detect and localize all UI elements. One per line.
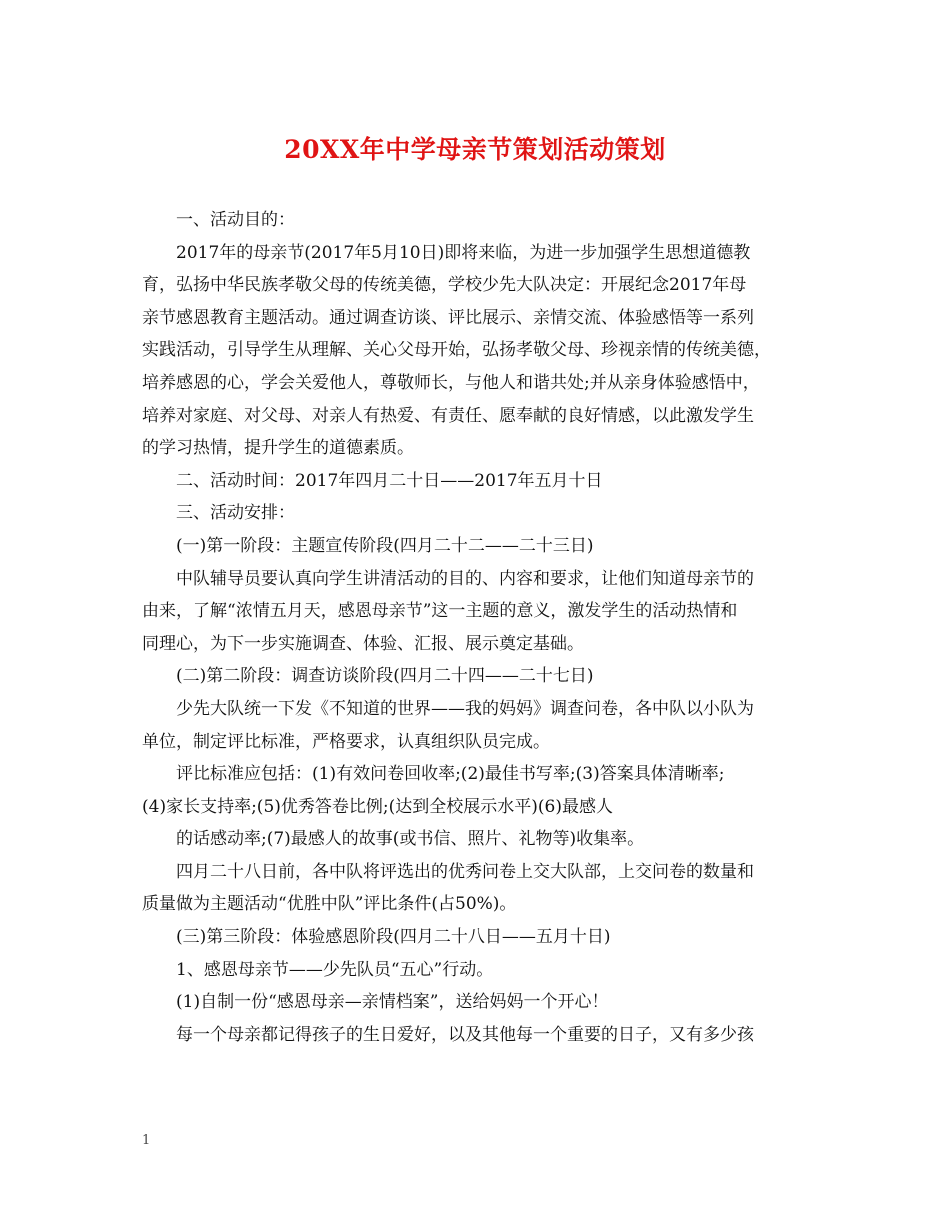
paragraph-line: 的话感动率;(7)最感人的故事(或书信、照片、礼物等)收集率。 xyxy=(176,829,645,850)
paragraph-line: 2017年的母亲节(2017年5月10日)即将来临，为进一步加强学生思想道德教 xyxy=(176,242,751,263)
stage-heading-3: (三)第三阶段：体验感恩阶段(四月二十八日——五月十日) xyxy=(176,927,611,948)
paragraph-line: 单位，制定评比标准，严格要求，认真组织队员完成。 xyxy=(142,731,550,752)
section-heading-arrangement: 三、活动安排： xyxy=(176,503,295,524)
paragraph-line: 质量做为主题活动“优胜中队”评比条件(占50%)。 xyxy=(142,894,517,915)
paragraph-line: 同理心，为下一步实施调查、体验、汇报、展示奠定基础。 xyxy=(142,633,584,654)
section-heading-time: 二、活动时间：2017年四月二十日——2017年五月十日 xyxy=(176,470,603,491)
document-body xyxy=(142,204,812,1051)
paragraph-line: 育，弘扬中华民族孝敬父母的传统美德，学校少先大队决定：开展纪念2017年母 xyxy=(142,275,747,296)
paragraph-line: 培养对家庭、对父母、对亲人有热爱、有责任、愿奉献的良好情感，以此激发学生 xyxy=(142,405,754,426)
stage-heading-1: (一)第一阶段：主题宣传阶段(四月二十二——二十三日) xyxy=(176,535,594,556)
stage-heading-2: (二)第二阶段：调查访谈阶段(四月二十四——二十七日) xyxy=(176,666,594,687)
page-number: 1 xyxy=(142,1133,151,1148)
paragraph-line: 1、感恩母亲节——少先队员“五心”行动。 xyxy=(176,959,494,980)
paragraph-line: 培养感恩的心，学会关爱他人，尊敬师长，与他人和谐共处;并从亲身体验感悟中， xyxy=(142,372,760,393)
paragraph-line: 评比标准应包括：(1)有效问卷回收率;(2)最佳书写率;(3)答案具体清晰率; xyxy=(176,764,725,785)
paragraph-line: (4)家长支持率;(5)优秀答卷比例;(达到全校展示水平)(6)最感人 xyxy=(142,796,613,817)
paragraph-line: 四月二十八日前，各中队将评选出的优秀问卷上交大队部，上交问卷的数量和 xyxy=(176,861,754,882)
paragraph-line: (1)自制一份“感恩母亲—亲情档案”，送给妈妈一个开心！ xyxy=(176,992,609,1013)
paragraph-line: 由来，了解“浓情五月天，感恩母亲节”这一主题的意义，激发学生的活动热情和 xyxy=(142,601,738,622)
paragraph-line: 每一个母亲都记得孩子的生日爱好，以及其他每一个重要的日子，又有多少孩 xyxy=(176,1024,754,1045)
document-title: 20XX年中学母亲节策划活动策划 xyxy=(284,135,666,164)
section-heading-purpose: 一、活动目的： xyxy=(176,210,295,230)
paragraph-line: 实践活动，引导学生从理解、关心父母开始，弘扬孝敬父母、珍视亲情的传统美德， xyxy=(142,340,771,361)
paragraph-line: 少先大队统一下发《不知道的世界——我的妈妈》调查问卷，各中队以小队为 xyxy=(176,698,754,719)
paragraph-line: 的学习热情，提升学生的道德素质。 xyxy=(142,438,414,459)
paragraph-line: 亲节感恩教育主题活动。通过调查访谈、评比展示、亲情交流、体验感悟等一系列 xyxy=(142,307,754,328)
paragraph-line: 中队辅导员要认真向学生讲清活动的目的、内容和要求，让他们知道母亲节的 xyxy=(176,568,754,589)
